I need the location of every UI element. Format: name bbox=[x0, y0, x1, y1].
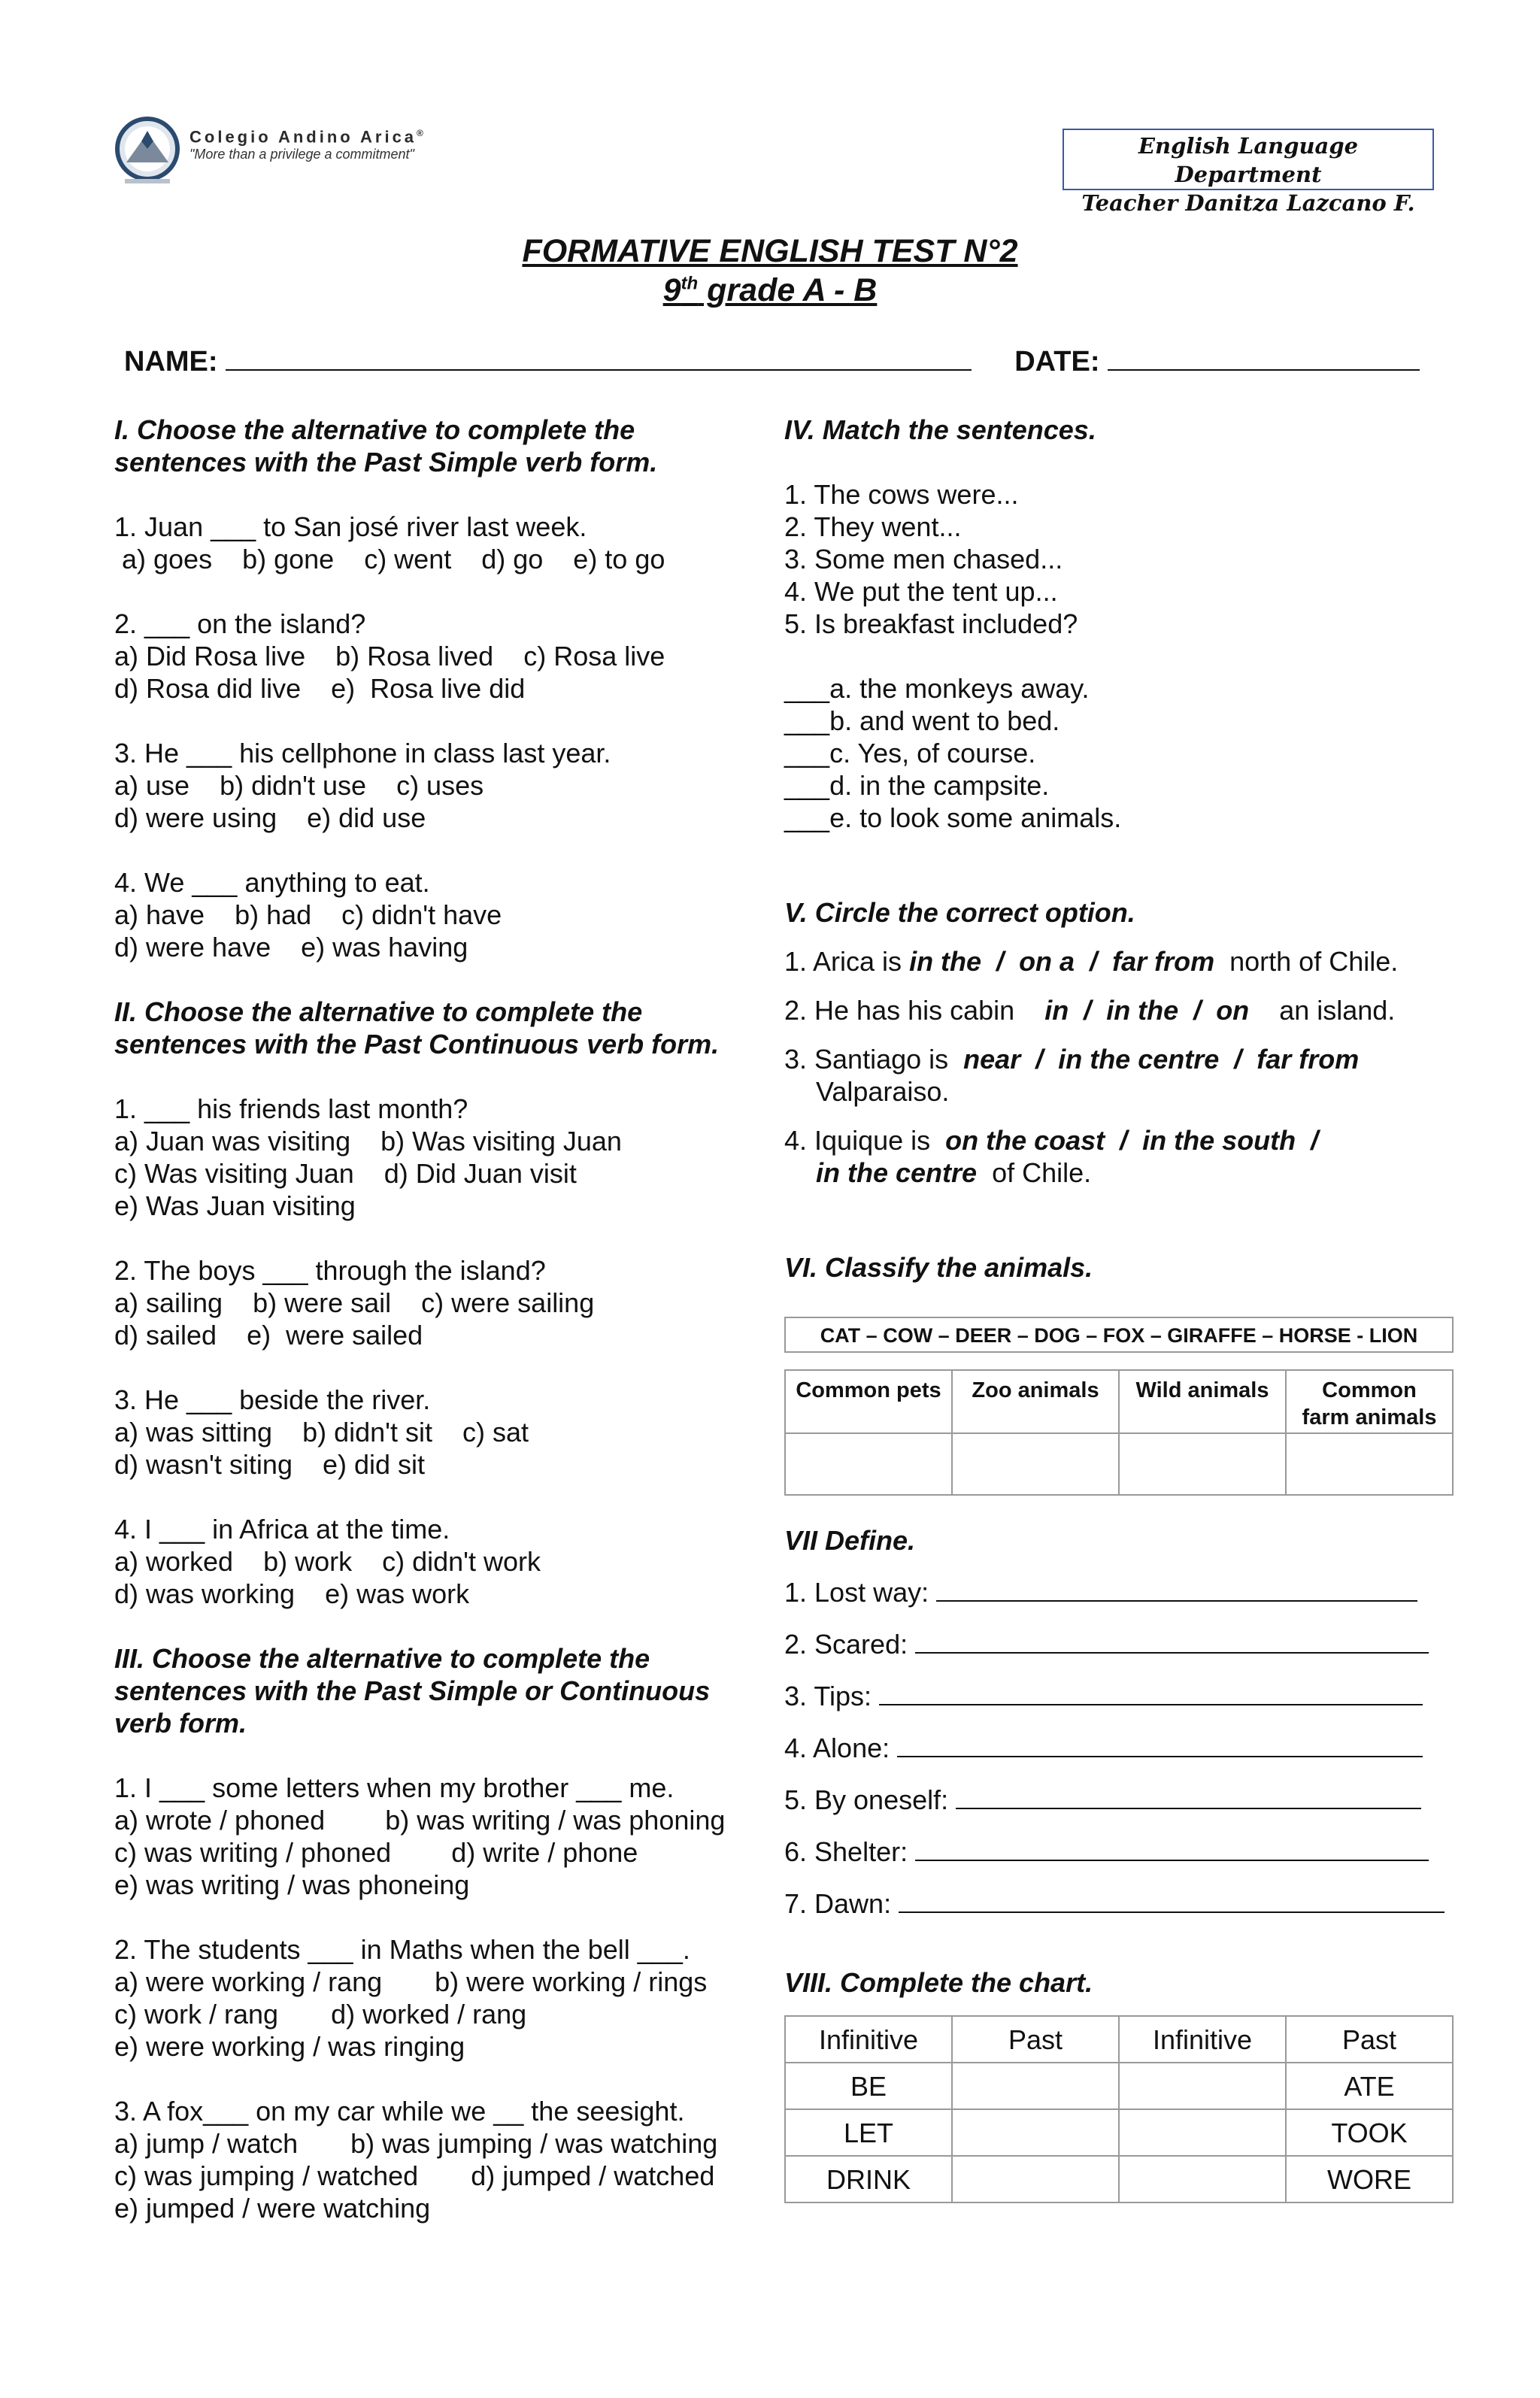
define-line[interactable] bbox=[899, 1884, 1445, 1913]
answer-options[interactable]: a) were working / rang b) were working / rings bbox=[114, 1966, 708, 1997]
chart-cell: WORE bbox=[1286, 2156, 1453, 2202]
answer-cell[interactable] bbox=[1119, 1433, 1286, 1495]
answer-cell[interactable] bbox=[785, 1433, 952, 1495]
question: 2. The students ___ in Maths when the bell ___. bbox=[114, 1934, 690, 1965]
question: 4. We ___ anything to eat. bbox=[114, 867, 430, 898]
match-sentence: 5. Is breakfast included? bbox=[784, 608, 1078, 639]
section-3-heading: III. Choose the alternative to complete the sentences with the Past Simple or Continuous verb form. bbox=[114, 1643, 711, 1739]
name-date-row bbox=[124, 342, 1420, 380]
chart-header: Infinitive bbox=[785, 2016, 952, 2063]
answer-options[interactable]: e) jumped / were watching bbox=[114, 2193, 431, 2224]
match-sentence: 4. We put the tent up... bbox=[784, 576, 1058, 607]
test-title: FORMATIVE ENGLISH TEST N°2 bbox=[522, 233, 1018, 269]
match-answer[interactable]: ___a. the monkeys away. bbox=[784, 673, 1090, 704]
section-2-heading: II. Choose the alternative to complete the sentences with the Past Continuous verb form. bbox=[114, 996, 720, 1060]
match-sentence: 3. Some men chased... bbox=[784, 544, 1063, 574]
chart-answer-cell[interactable] bbox=[952, 2156, 1119, 2202]
answer-options[interactable]: a) wrote / phoned b) was writing / was phoning bbox=[114, 1805, 726, 1836]
circle-question-cont[interactable]: in the centre of Chile. bbox=[816, 1157, 1092, 1188]
section-5-heading: V. Circle the correct option. bbox=[784, 897, 1135, 928]
school-motto: "More than a privilege a commitment" bbox=[189, 147, 414, 162]
chart-cell: DRINK bbox=[785, 2156, 952, 2202]
answer-options[interactable]: d) were using e) did use bbox=[114, 802, 426, 833]
circle-question[interactable]: 4. Iquique is on the coast / in the south / bbox=[784, 1125, 1319, 1156]
chart-answer-cell[interactable] bbox=[952, 2109, 1119, 2156]
circle-question[interactable]: 3. Santiago is near / in the centre / far from bbox=[784, 1044, 1360, 1075]
chart-header: Past bbox=[1286, 2016, 1453, 2063]
animal-word-box: CAT – COW – DEER – DOG – FOX – GIRAFFE – HORSE - LION bbox=[784, 1317, 1454, 1353]
match-answer[interactable]: ___c. Yes, of course. bbox=[784, 738, 1036, 769]
define-line[interactable] bbox=[897, 1729, 1423, 1757]
define-line[interactable] bbox=[956, 1781, 1421, 1809]
name-field[interactable] bbox=[226, 342, 972, 371]
answer-cell[interactable] bbox=[952, 1433, 1119, 1495]
define-item: 3. Tips: bbox=[784, 1677, 1454, 1712]
answer-options[interactable]: a) Juan was visiting b) Was visiting Juan bbox=[114, 1126, 622, 1157]
question: 2. The boys ___ through the island? bbox=[114, 1255, 546, 1286]
verb-chart bbox=[784, 2015, 1454, 2203]
define-item: 7. Dawn: bbox=[784, 1884, 1454, 1920]
match-sentence: 2. They went... bbox=[784, 511, 962, 542]
date-label: DATE: bbox=[1014, 346, 1100, 377]
chart-cell: TOOK bbox=[1286, 2109, 1453, 2156]
answer-options[interactable]: e) were working / was ringing bbox=[114, 2031, 465, 2062]
answer-options[interactable]: a) have b) had c) didn't have bbox=[114, 899, 502, 930]
answer-options[interactable]: a) was sitting b) didn't sit c) sat bbox=[114, 1417, 529, 1448]
question: 1. Juan ___ to San josé river last week. bbox=[114, 511, 587, 542]
col-header: Wild animals bbox=[1119, 1370, 1286, 1433]
department-name: English Language Department bbox=[1138, 133, 1359, 187]
answer-options[interactable]: d) were have e) was having bbox=[114, 932, 468, 963]
circle-question[interactable]: 2. He has his cabin in / in the / on an island. bbox=[784, 995, 1396, 1026]
classify-table bbox=[784, 1369, 1454, 1496]
chart-answer-cell[interactable] bbox=[1119, 2156, 1286, 2202]
school-logo bbox=[111, 111, 442, 196]
date-field[interactable] bbox=[1108, 342, 1420, 371]
left-column bbox=[114, 414, 750, 2224]
section-6-heading: VI. Classify the animals. bbox=[784, 1252, 1093, 1283]
chart-cell: ATE bbox=[1286, 2063, 1453, 2109]
answer-options[interactable]: a) sailing b) were sail c) were sailing bbox=[114, 1287, 595, 1318]
define-item: 5. By oneself: bbox=[784, 1781, 1454, 1816]
circle-question[interactable]: 1. Arica is in the / on a / far from north of Chile. bbox=[784, 946, 1399, 977]
grade-title: 9th grade A - B bbox=[662, 272, 878, 308]
match-answer[interactable]: ___e. to look some animals. bbox=[784, 802, 1122, 833]
question: 4. I ___ in Africa at the time. bbox=[114, 1514, 450, 1545]
answer-options[interactable]: a) jump / watch b) was jumping / was watching bbox=[114, 2128, 718, 2159]
answer-options[interactable]: d) wasn't siting e) did sit bbox=[114, 1449, 426, 1480]
define-item: 1. Lost way: bbox=[784, 1573, 1454, 1608]
answer-options[interactable]: c) Was visiting Juan d) Did Juan visit bbox=[114, 1158, 577, 1189]
chart-header: Past bbox=[952, 2016, 1119, 2063]
question: 3. A fox___ on my car while we __ the seesight. bbox=[114, 2096, 685, 2127]
question: 3. He ___ his cellphone in class last year. bbox=[114, 738, 611, 769]
define-line[interactable] bbox=[879, 1677, 1423, 1705]
define-item: 6. Shelter: bbox=[784, 1833, 1454, 1868]
right-column bbox=[784, 414, 1454, 2203]
section-7-heading: VII Define. bbox=[784, 1525, 916, 1556]
section-8-heading: VIII. Complete the chart. bbox=[784, 1967, 1093, 1998]
answer-options[interactable]: d) sailed e) were sailed bbox=[114, 1320, 423, 1351]
answer-options[interactable]: a) worked b) work c) didn't work bbox=[114, 1546, 541, 1577]
col-header: Common farm animals bbox=[1286, 1370, 1453, 1433]
teacher-name: Teacher Danitza Lazcano F. bbox=[1081, 190, 1415, 216]
question: 2. ___ on the island? bbox=[114, 608, 366, 639]
answer-options[interactable]: c) was jumping / watched d) jumped / watched bbox=[114, 2160, 715, 2191]
name-label: NAME: bbox=[124, 346, 218, 377]
define-line[interactable] bbox=[936, 1573, 1417, 1602]
chart-answer-cell[interactable] bbox=[952, 2063, 1119, 2109]
department-box bbox=[1063, 129, 1434, 216]
section-4-heading: IV. Match the sentences. bbox=[784, 414, 1096, 445]
question: 3. He ___ beside the river. bbox=[114, 1384, 431, 1415]
answer-options[interactable]: a) use b) didn't use c) uses bbox=[114, 770, 484, 801]
chart-cell: BE bbox=[785, 2063, 952, 2109]
question: 1. I ___ some letters when my brother ___ me. bbox=[114, 1772, 675, 1803]
define-line[interactable] bbox=[915, 1833, 1429, 1861]
col-header: Common pets bbox=[785, 1370, 952, 1433]
answer-options[interactable]: d) was working e) was work bbox=[114, 1578, 470, 1609]
define-item: 2. Scared: bbox=[784, 1625, 1454, 1660]
match-sentence: 1. The cows were... bbox=[784, 479, 1019, 510]
answer-options[interactable]: c) was writing / phoned d) write / phone bbox=[114, 1837, 638, 1868]
answer-options[interactable]: d) Rosa did live e) Rosa live did bbox=[114, 673, 526, 704]
chart-answer-cell[interactable] bbox=[1119, 2109, 1286, 2156]
chart-cell: LET bbox=[785, 2109, 952, 2156]
match-answer[interactable]: ___d. in the campsite. bbox=[784, 770, 1050, 801]
match-answer[interactable]: ___b. and went to bed. bbox=[784, 705, 1060, 736]
define-item: 4. Alone: bbox=[784, 1729, 1454, 1764]
answer-options[interactable]: e) Was Juan visiting bbox=[114, 1190, 356, 1221]
answer-options[interactable]: c) work / rang d) worked / rang bbox=[114, 1999, 527, 2030]
answer-options[interactable]: e) was writing / was phoneing bbox=[114, 1869, 470, 1900]
answer-options[interactable]: a) Did Rosa live b) Rosa lived c) Rosa live bbox=[114, 641, 665, 672]
answer-options[interactable]: a) goes b) gone c) went d) go e) to go bbox=[114, 544, 665, 574]
answer-cell[interactable] bbox=[1286, 1433, 1453, 1495]
col-header: Zoo animals bbox=[952, 1370, 1119, 1433]
circle-question-cont: Valparaiso. bbox=[816, 1076, 950, 1107]
section-1-heading: I. Choose the alternative to complete the sentences with the Past Simple verb form. bbox=[114, 414, 658, 477]
school-emblem-icon bbox=[111, 116, 183, 188]
define-line[interactable] bbox=[915, 1625, 1429, 1654]
question: 1. ___ his friends last month? bbox=[114, 1093, 468, 1124]
school-name: Colegio Andino Arica® bbox=[189, 127, 423, 147]
chart-header: Infinitive bbox=[1119, 2016, 1286, 2063]
chart-answer-cell[interactable] bbox=[1119, 2063, 1286, 2109]
